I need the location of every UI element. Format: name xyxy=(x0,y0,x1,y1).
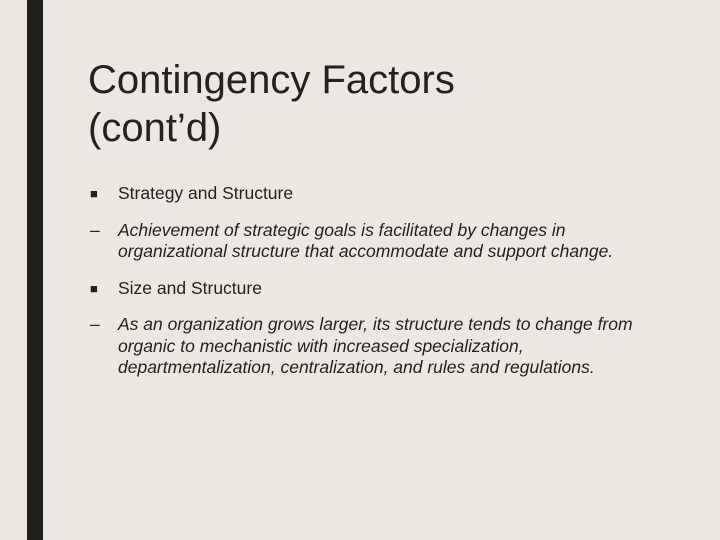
sub-bullet-item xyxy=(90,220,650,263)
bullet-text: Strategy and Structure xyxy=(118,183,294,203)
slide-title xyxy=(88,56,688,152)
square-bullet-icon: ■ xyxy=(90,186,98,201)
slide-body xyxy=(90,183,650,379)
bullet-item xyxy=(90,183,650,205)
slide-title-line-1: Contingency Factors xyxy=(88,58,455,102)
sub-bullet-item xyxy=(90,314,650,379)
bullet-text: Size and Structure xyxy=(118,277,262,298)
bullet-item xyxy=(90,278,650,300)
square-bullet-icon: ■ xyxy=(90,280,98,296)
sub-bullet-text: As an organization grows larger, its structure tends to change from organic to mechanistic with increased specialization, departmentalization, centralization, and rules and regulations. xyxy=(118,314,633,377)
slide-accent-bar xyxy=(27,0,43,540)
dash-bullet-icon: – xyxy=(90,219,100,240)
sub-bullet-text: Achievement of strategic goals is facilitated by changes in organizational structure that accommodate and support change. xyxy=(118,219,614,261)
slide-title-line-2: (cont’d) xyxy=(88,106,222,150)
dash-bullet-icon: – xyxy=(90,314,100,334)
